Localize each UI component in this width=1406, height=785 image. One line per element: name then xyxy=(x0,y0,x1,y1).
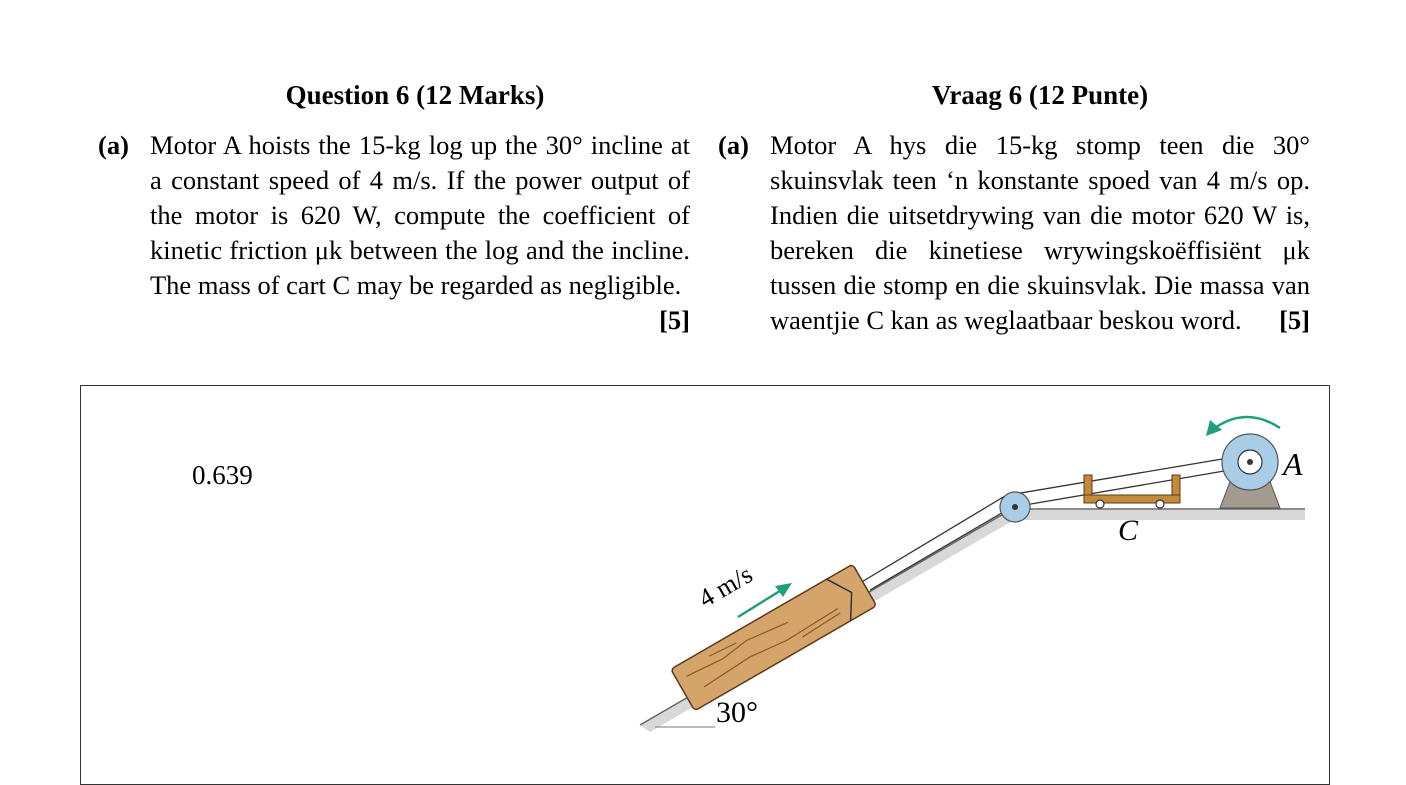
rotation-arrow xyxy=(1212,417,1280,430)
speed-label: 4 m/s xyxy=(693,559,758,614)
afrikaans-heading: Vraag 6 (12 Punte) xyxy=(931,80,1149,110)
afrikaans-part-label: (a) xyxy=(718,130,749,160)
english-part-label: (a) xyxy=(98,130,129,160)
afrikaans-text: Motor A hys die 15-kg stomp teen die 30° skuinsvlak teen ‘n konstante spoed van 4 m/s op. Indien die uitsetdrywing van die motor 620 W is, bereken die kinetiese wrywingskoëffisiënt μk tussen die stomp en die skuinsvlak. Die massa van waentjie C kan as weglaatbaar beskou word. xyxy=(770,130,1310,335)
afrikaans-marks: [5] xyxy=(1279,305,1310,335)
top-pulley-axle xyxy=(1012,504,1018,510)
rotation-arrowhead xyxy=(1206,420,1222,436)
english-marks: [5] xyxy=(659,305,690,335)
cable-top xyxy=(1015,456,1240,494)
english-heading: Question 6 (12 Marks) xyxy=(285,80,545,110)
angle-label: 30° xyxy=(716,696,758,729)
motor-label: A xyxy=(1283,446,1303,482)
motor-a xyxy=(1220,434,1280,508)
velocity-arrowhead xyxy=(775,583,792,597)
cart-label: C xyxy=(1118,514,1139,547)
answer-value: 0.639 xyxy=(192,460,253,490)
english-text: Motor A hoists the 15-kg log up the 30° incline at a constant speed of 4 m/s. If the power output of the motor is 620 W, compute the coefficient of kinetic friction μk between the log and the incline. The mass of cart C may be regarded as negligible. xyxy=(150,130,690,300)
